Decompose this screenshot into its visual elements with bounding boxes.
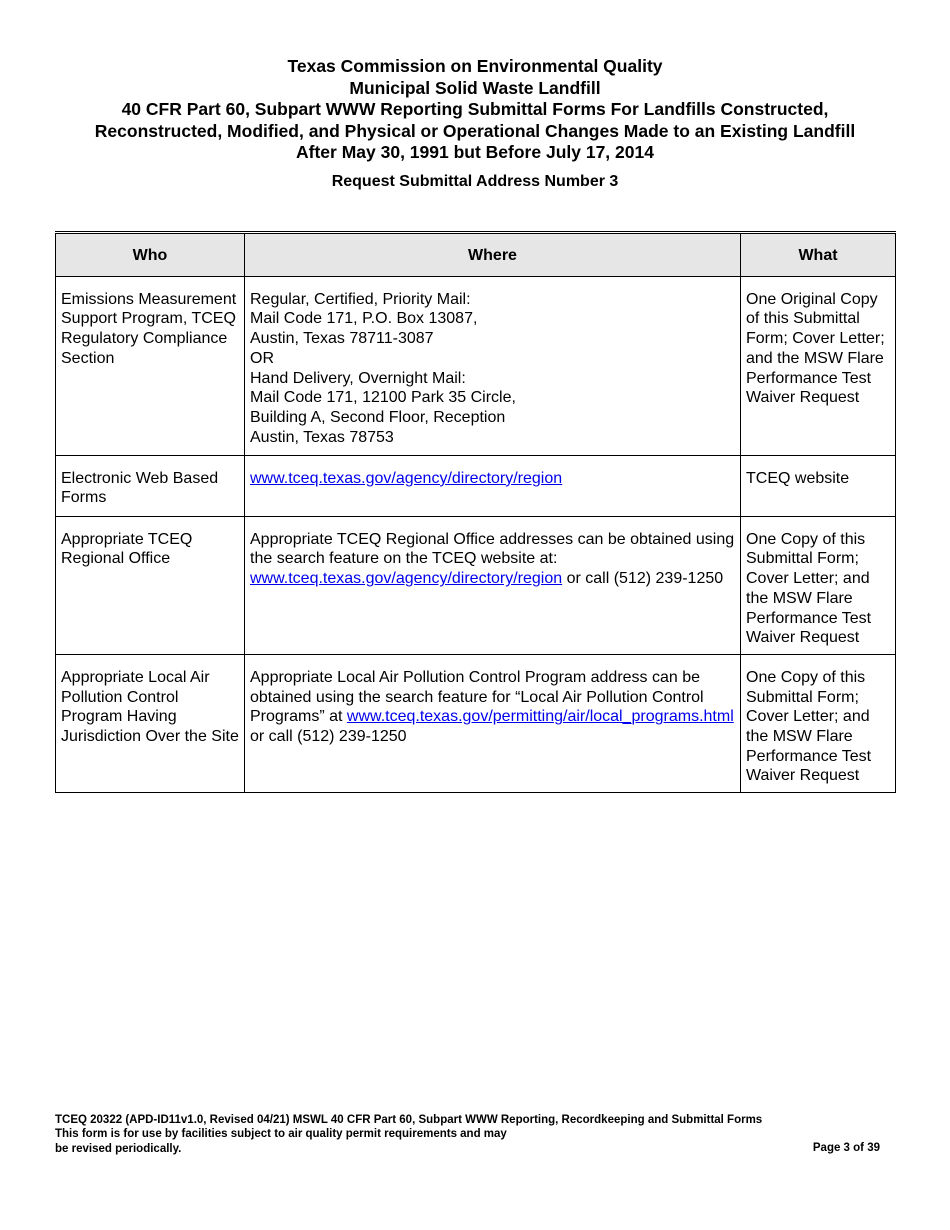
page-number: Page 3 of 39: [812, 1142, 880, 1154]
footer-form-id: TCEQ 20322 (APD-ID11v1.0, Revised 04/21) MSWL 40 CFR Part 60, Subpart WWW Reporting, Recordkeeping and Submittal Forms: [55, 1114, 763, 1126]
what-cell: TCEQ website: [741, 455, 896, 516]
what-cell: One Copy of this Submittal Form; Cover Letter; and the MSW Flare Performance Test Waiver Request: [741, 516, 896, 654]
address-line: OR: [250, 349, 274, 367]
document-title: [0, 56, 950, 164]
column-header-what: What: [741, 233, 896, 277]
address-line: Mail Code 171, 12100 Park 35 Circle,: [250, 389, 516, 407]
where-cell: [245, 516, 741, 654]
footer-note: be revised periodically.: [55, 1142, 182, 1155]
column-header-who: Who: [56, 233, 245, 277]
where-text: or call (512) 239-1250: [250, 728, 407, 746]
address-line: Regular, Certified, Priority Mail:: [250, 290, 471, 308]
address-line: Hand Delivery, Overnight Mail:: [250, 369, 466, 387]
region-directory-link[interactable]: www.tceq.texas.gov/agency/directory/region: [250, 570, 563, 588]
where-text: Appropriate Local Air Pollution Control Program address can be obtained using the search feature for “Local Air Pollution Control Programs” at: [250, 668, 704, 726]
submittal-address-table: [55, 231, 896, 793]
who-cell: Emissions Measurement Support Program, TCEQ Regulatory Compliance Section: [56, 276, 245, 455]
footer-note: This form is for use by facilities subject to air quality permit requirements and may: [55, 1128, 507, 1141]
title-line-scope: Reconstructed, Modified, and Physical or Operational Changes Made to an Existing Landfill: [94, 120, 856, 141]
title-line-regulation: 40 CFR Part 60, Subpart WWW Reporting Submittal Forms For Landfills Constructed,: [121, 99, 829, 120]
page-subtitle: Request Submittal Address Number 3: [331, 173, 619, 190]
where-text: or call (512) 239-1250: [562, 570, 724, 588]
title-line-program: Municipal Solid Waste Landfill: [349, 77, 601, 98]
form-footer: [55, 1113, 880, 1156]
who-cell: Electronic Web Based Forms: [56, 455, 245, 516]
address-line: Mail Code 171, P.O. Box 13087,: [250, 310, 478, 328]
table-row: [56, 455, 896, 516]
where-cell: [245, 654, 741, 792]
where-text: Appropriate TCEQ Regional Office addresses can be obtained using the search feature on the TCEQ website at:: [250, 530, 735, 568]
column-header-where: Where: [245, 233, 741, 277]
what-cell: One Original Copy of this Submittal Form; Cover Letter; and the MSW Flare Performance Test Waiver Request: [741, 276, 896, 455]
table-header-row: [56, 233, 896, 277]
what-cell: One Copy of this Submittal Form; Cover Letter; and the MSW Flare Performance Test Waiver Request: [741, 654, 896, 792]
region-directory-link[interactable]: www.tceq.texas.gov/agency/directory/region: [250, 469, 563, 487]
who-cell: Appropriate TCEQ Regional Office: [56, 516, 245, 654]
title-line-agency: Texas Commission on Environmental Quality: [287, 56, 663, 76]
title-line-dates: After May 30, 1991 but Before July 17, 2014: [296, 142, 654, 163]
table-row: [56, 516, 896, 654]
table-row: [56, 654, 896, 792]
table-row: [56, 276, 896, 455]
address-line: Austin, Texas 78711-3087: [250, 330, 434, 348]
who-cell: Appropriate Local Air Pollution Control Program Having Jurisdiction Over the Site: [56, 654, 245, 792]
where-cell: [245, 455, 741, 516]
address-line: Building A, Second Floor, Reception: [250, 408, 506, 426]
address-line: Austin, Texas 78753: [250, 428, 394, 446]
where-cell: [245, 276, 741, 455]
local-programs-link[interactable]: www.tceq.texas.gov/permitting/air/local_programs.html: [346, 708, 734, 726]
